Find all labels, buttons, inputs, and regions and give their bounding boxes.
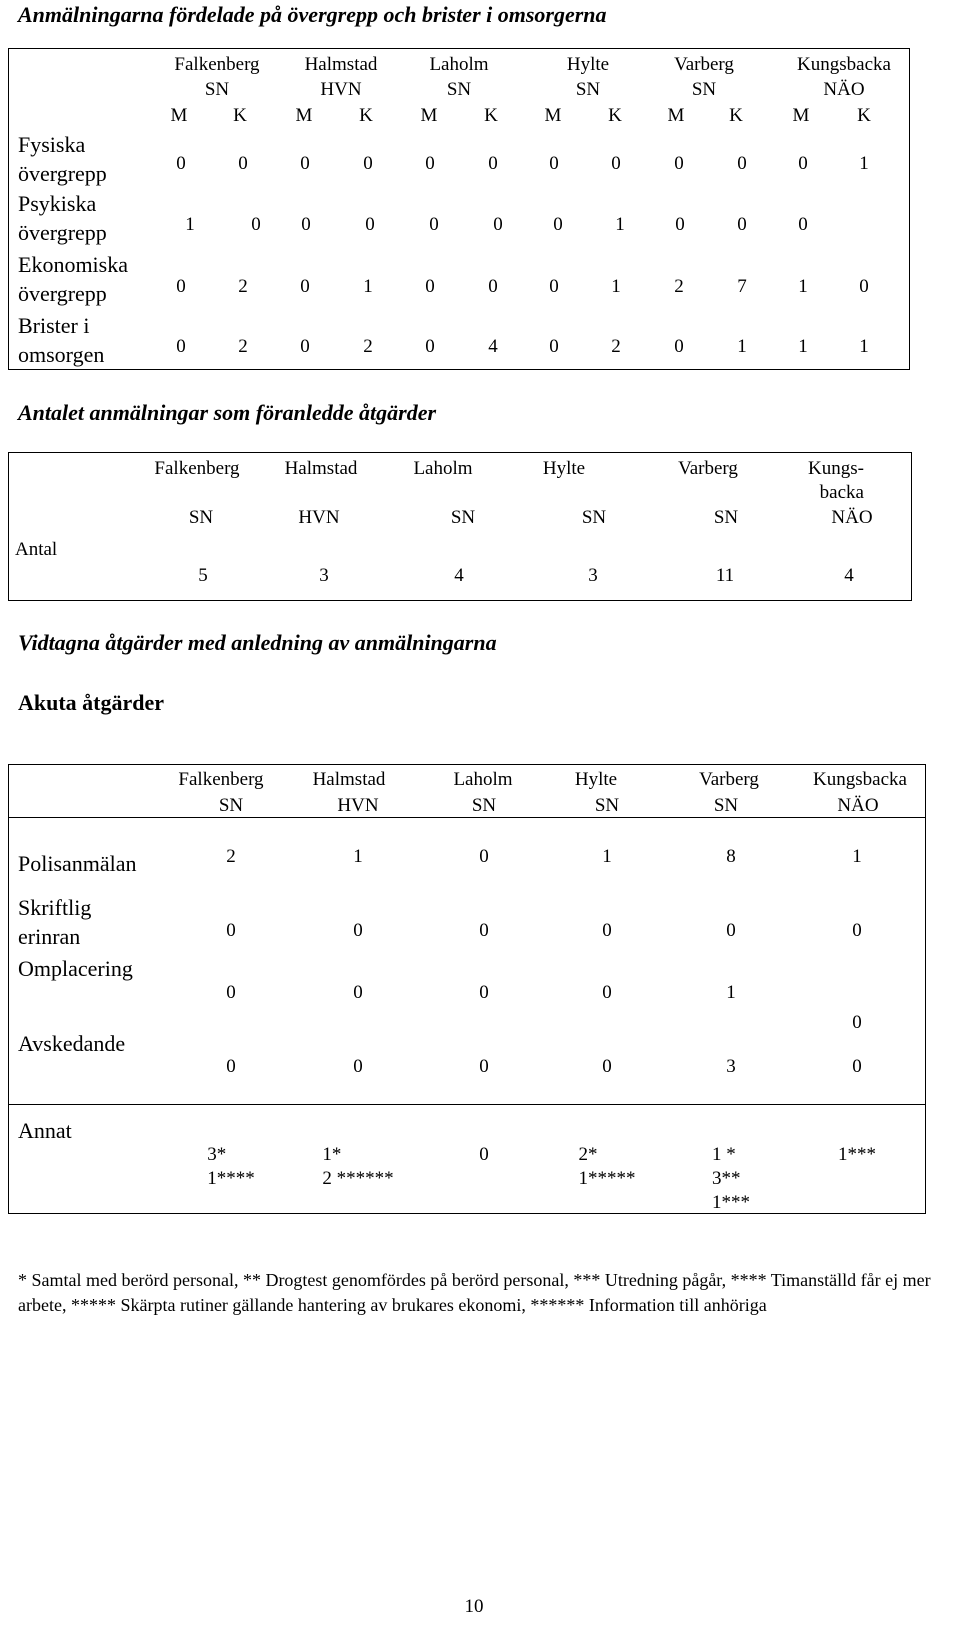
actions-count-table: Antal Falkenberg Halmstad Laholm Hylte Varberg Kungs- backa SN HVN SN SN SN NÄO 5 3 4 3 11 4 <box>8 452 912 601</box>
gender-header: M <box>170 105 188 126</box>
authority: HVN <box>298 507 340 528</box>
gender-header: K <box>608 105 622 126</box>
gender-header: M <box>420 105 438 126</box>
gender-header: K <box>233 105 247 126</box>
authority: NÄO <box>831 507 873 528</box>
page-number: 10 <box>464 1596 484 1617</box>
gender-header: K <box>484 105 498 126</box>
footnote: * Samtal med berörd personal, ** Drogtest genomfördes på berörd personal, *** Utredning pågår, **** Timanställd får ej mer arbete, ***** Skärpta rutiner gällande hantering av brukares ekonomi, ****** Information till anhöriga <box>18 1270 931 1315</box>
col-falkenberg: Falkenberg <box>178 769 264 790</box>
authority: SN <box>713 507 739 528</box>
col-kungsbacka: Kungs- backa <box>808 458 864 503</box>
row-label-omplacering: Omplacering <box>18 956 133 981</box>
col-laholm: Laholm <box>413 458 473 479</box>
authority: SN <box>188 507 214 528</box>
row-label-fysiska: Fysiska övergrepp <box>18 132 107 186</box>
section3-subtitle: Akuta åtgärder <box>18 690 165 715</box>
gender-header: K <box>729 105 743 126</box>
col-hylte: Hylte <box>566 54 610 75</box>
section1-title: Anmälningarna fördelade på övergrepp och brister i omsorgerna <box>18 2 607 27</box>
gender-header: M <box>295 105 313 126</box>
row-label-annat: Annat <box>18 1118 72 1143</box>
authority: SN <box>581 507 607 528</box>
row-label-avskedande: Avskedande <box>18 1031 126 1056</box>
gender-header: M <box>544 105 562 126</box>
abuse-table: Falkenberg Halmstad Laholm Hylte Varberg Kungsbacka SN HVN SN SN SN NÄO M K M K M K M K M K M K Fysiska övergrepp Psykiska övergrepp Ekonomiska övergrepp Brister i omsorgen 0 0 0 0 0 0 0 0 0 0 0 1 1 0 0 0 0 0 0 1 0 0 0 0 2 0 1 0 0 0 1 2 7 1 0 0 2 0 2 0 4 0 2 0 1 1 1 <box>8 48 910 370</box>
col-hylte: Hylte <box>542 458 586 479</box>
row-label-antal: Antal <box>15 539 58 560</box>
header-divider <box>9 817 925 818</box>
row-label-skriftlig-erinran: Skriftlig erinran <box>18 895 92 949</box>
col-kungsbacka: Kungsbacka <box>797 54 891 75</box>
authority: SN <box>713 795 739 816</box>
authority: SN <box>471 795 497 816</box>
col-laholm: Laholm <box>453 769 513 790</box>
authority: NÄO <box>837 795 879 816</box>
row-label-polisanmalan: Polisanmälan <box>18 851 137 876</box>
authority: SN <box>594 795 620 816</box>
col-varberg: Varberg <box>678 458 738 479</box>
section2-title: Antalet anmälningar som föranledde åtgärder <box>18 400 437 425</box>
col-varberg: Varberg <box>674 54 734 75</box>
authority: HVN <box>320 79 362 100</box>
gender-header: K <box>359 105 373 126</box>
authority: SN <box>575 79 601 100</box>
section3-title: Vidtagna åtgärder med anledning av anmälningarna <box>18 630 497 655</box>
authority: HVN <box>337 795 379 816</box>
authority: SN <box>218 795 244 816</box>
authority: SN <box>691 79 717 100</box>
col-halmstad: Halmstad <box>312 769 386 790</box>
authority: SN <box>204 79 230 100</box>
annat-divider <box>9 1104 925 1105</box>
authority: NÄO <box>823 79 865 100</box>
acute-actions-table: Falkenberg Halmstad Laholm Hylte Varberg Kungsbacka SN HVN SN SN SN NÄO Polisanmälan Skriftlig erinran Omplacering Avskedande Annat 2 1 0 1 8 1 0 0 0 0 0 0 0 0 0 0 1 0 0 0 0 0 3 0 3* 1**** 1* 2 ****** 0 2* 1***** 1 * 3** 1*** 1*** <box>8 764 926 1214</box>
col-kungsbacka: Kungsbacka <box>813 769 907 790</box>
gender-header: M <box>667 105 685 126</box>
row-label-ekonomiska: Ekonomiska övergrepp <box>18 252 128 306</box>
col-varberg: Varberg <box>699 769 759 790</box>
col-falkenberg: Falkenberg <box>174 54 260 75</box>
authority: SN <box>450 507 476 528</box>
col-falkenberg: Falkenberg <box>154 458 240 479</box>
authority: SN <box>446 79 472 100</box>
gender-header: M <box>792 105 810 126</box>
row-label-psykiska: Psykiska övergrepp <box>18 191 107 245</box>
col-laholm: Laholm <box>429 54 489 75</box>
col-halmstad: Halmstad <box>304 54 378 75</box>
col-halmstad: Halmstad <box>284 458 358 479</box>
row-label-brister: Brister i omsorgen <box>18 313 105 367</box>
col-hylte: Hylte <box>574 769 618 790</box>
gender-header: K <box>857 105 871 126</box>
